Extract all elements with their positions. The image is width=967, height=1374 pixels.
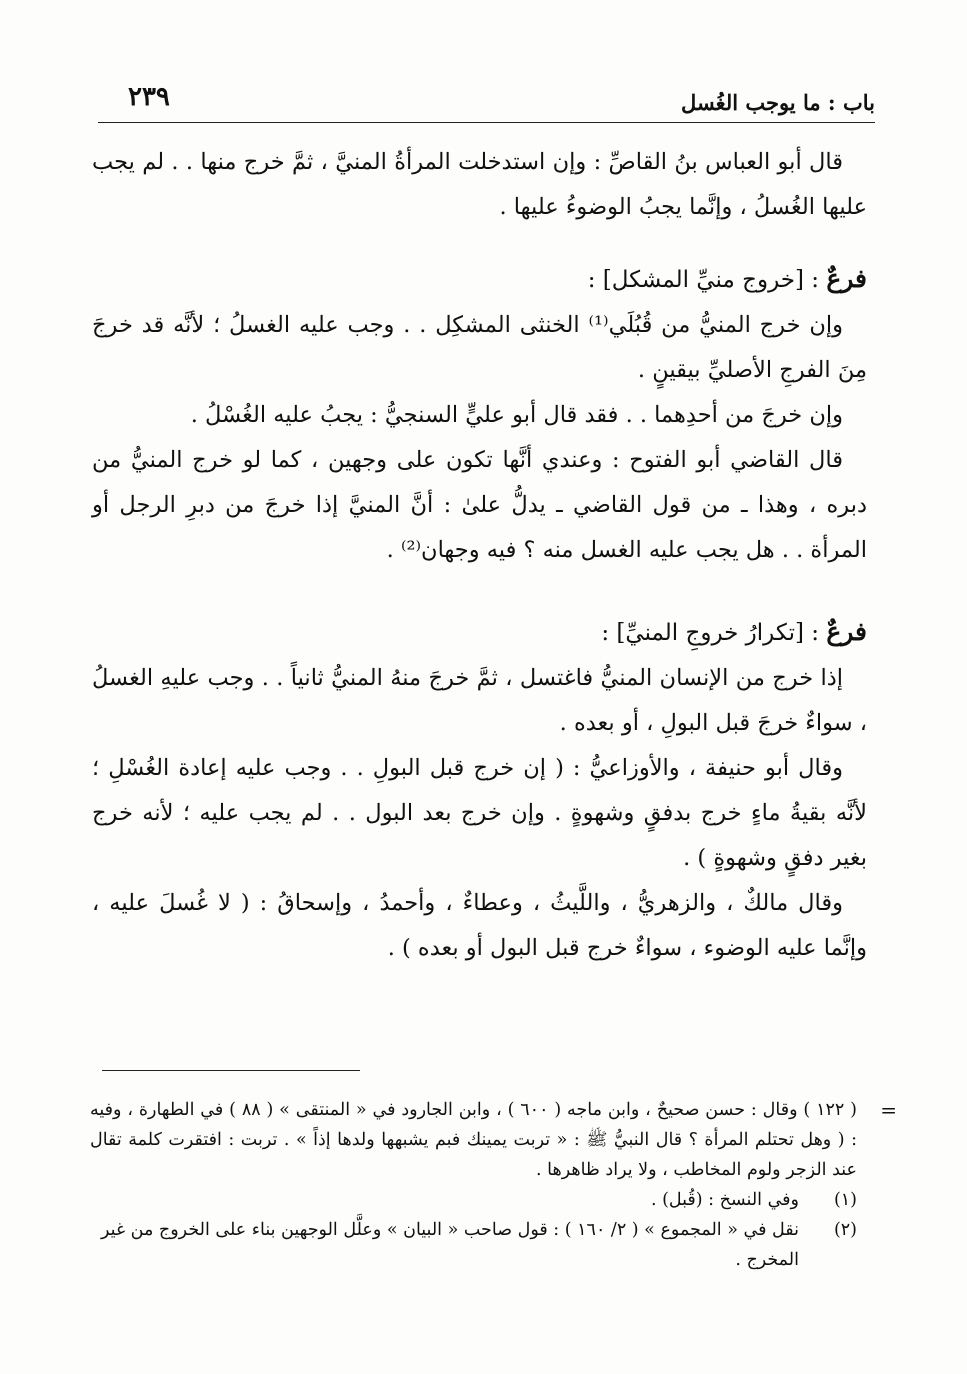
- footnote-2-text: نقل في « المجموع » ( ٢/ ١٦٠ ) : قول صاحب « البيان » وعلَّل الوجهين بناء على الخروج من غير المخرج .: [101, 1220, 799, 1270]
- header-divider: [98, 122, 875, 123]
- section-label-1: فرعٌ: [826, 264, 867, 293]
- paragraph-2: وإن خرج المنيُّ من قُبُلَي⁽¹⁾ الخنثى المشكِل . . وجب عليه الغسلُ ؛ لأنَّه قد خرجَ مِنَ الفرجِ الأصليِّ بيقينٍ .: [92, 312, 867, 383]
- footnote-divider: [102, 1070, 360, 1071]
- paragraph-5: إذا خرج من الإنسان المنيُّ فاغتسل ، ثمَّ خرجَ منهُ المنيُّ ثانياً . . وجب عليهِ الغسلُ ، سواءٌ خرجَ قبل البولِ ، أو بعده .: [92, 665, 867, 736]
- footnote-1: [90, 1185, 857, 1215]
- paragraph-3: وإن خرجَ من أحدِهما . . فقد قال أبو عليٍّ السنجيُّ : يجبُ عليه الغُسْلُ .: [190, 402, 843, 428]
- paragraph-4: قال القاضي أبو الفتوح : وعندي أنَّها تكون على وجهين ، كما لو خرج المنيُّ من دبره ، وهذا ـ من قول القاضي ـ يدلُّ علىٰ : أنَّ المنيَّ إذا خرجَ من دبرِ الرجل أو المرأة . . هل يجب عليه الغسل منه ؟ فيه وجهان⁽²⁾ .: [92, 447, 867, 563]
- page-number: ٢٣٩: [128, 82, 170, 112]
- paragraph-7: وقال مالكٌ ، والزهريُّ ، واللَّيثُ ، وعطاءٌ ، وأحمدُ ، وإسحاقُ : ( لا غُسلَ عليه ، وإنَّما عليه الوضوء ، سواءٌ خرج قبل البول أو بعده ) .: [92, 890, 867, 961]
- page-header: [98, 82, 875, 122]
- section-title-2: : [تكرارُ خروجِ المنيِّ] :: [601, 620, 827, 646]
- section-title-1: : [خروج منيِّ المشكل] :: [587, 267, 827, 293]
- footnotes: [90, 1095, 897, 1275]
- footnote-1-number: (١): [833, 1190, 857, 1210]
- main-text: [92, 140, 867, 971]
- chapter-title: باب : ما يوجب الغُسل: [681, 90, 875, 115]
- footnote-continuation: ( ١٢٢ ) وقال : حسن صحيحٌ ، وابن ماجه ( ٦٠٠ ) ، وابن الجارود في « المنتقى » ( ٨٨ ) في الطهارة ، وفيه : ( وهل تحتلم المرأة ؟ قال النبيُّ ﷺ : « تربت يمينك فبم يشبهها ولدها إذاً » . تربت : افتقرت كلمة تقال عند الزجر ولوم المخاطب ، ولا يراد ظاهرها .: [90, 1100, 857, 1180]
- paragraph-6: وقال أبو حنيفة ، والأوزاعيُّ : ( إن خرج قبل البولِ . . وجب عليه إعادة الغُسْلِ ؛ لأنَّه بقيةُ ماءٍ خرج بدفقٍ وشهوةٍ . وإن خرج بعد البول . . لم يجب عليه ؛ لأنه خرج بغير دفقٍ وشهوةٍ ) .: [92, 755, 867, 871]
- footnote-2-number: (٢): [833, 1220, 857, 1240]
- footnote-1-text: وفي النسخ : (قُبل) .: [650, 1190, 799, 1210]
- section-heading-1: [92, 256, 867, 303]
- continuation-mark: =: [880, 1098, 897, 1122]
- footnote-2: [90, 1215, 857, 1275]
- section-heading-2: [92, 609, 867, 656]
- paragraph-1: قال أبو العباس بنُ القاصِّ : وإن استدخلت المرأةُ المنيَّ ، ثمَّ خرج منها . . لم يجب عليها الغُسلُ ، وإنَّما يجبُ الوضوءُ عليها .: [92, 149, 867, 220]
- section-label-2: فرعٌ: [826, 617, 867, 646]
